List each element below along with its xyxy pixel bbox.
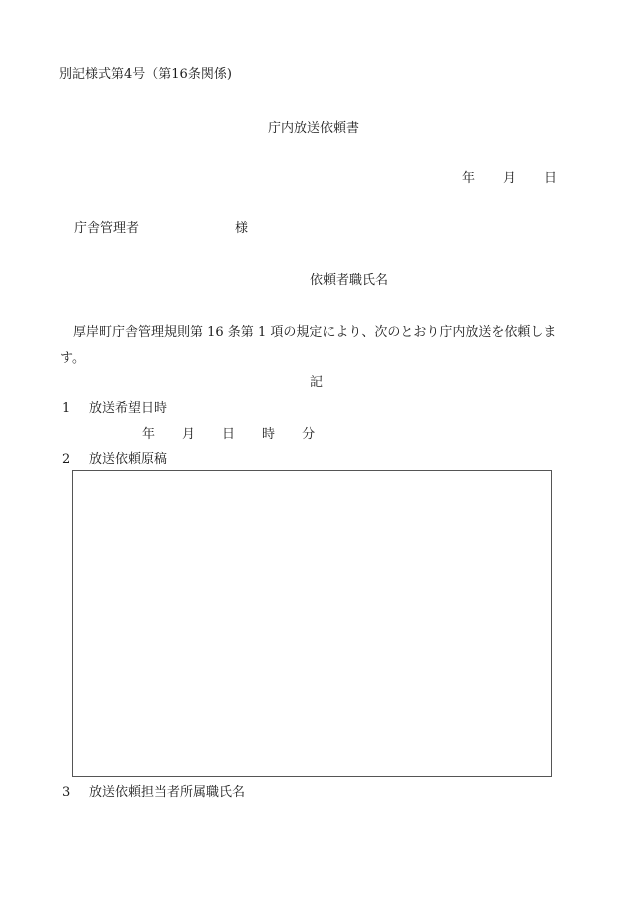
datetime-minute-label: 分 xyxy=(302,427,316,442)
date-year-label: 年 xyxy=(462,171,476,186)
item-label: 放送希望日時 xyxy=(89,401,168,416)
item-number: 2 xyxy=(62,452,71,467)
draft-text-box[interactable] xyxy=(72,470,552,777)
datetime-month-label: 月 xyxy=(182,427,196,442)
addressee-honorific: 様 xyxy=(235,221,249,236)
datetime-year-label: 年 xyxy=(142,427,156,442)
addressee-name: 庁舎管理者 xyxy=(74,221,140,236)
ki-heading: 記 xyxy=(310,375,324,390)
datetime-hour-label: 時 xyxy=(262,427,276,442)
requester-label: 依頼者職氏名 xyxy=(310,273,389,288)
item-broadcast-datetime xyxy=(62,402,167,415)
item-contact-person xyxy=(62,786,245,799)
datetime-fields xyxy=(142,428,315,441)
item-number: 3 xyxy=(62,785,71,800)
item-label: 放送依頼担当者所属職氏名 xyxy=(89,785,246,800)
document-title: 庁内放送依頼書 xyxy=(268,121,360,136)
item-number: 1 xyxy=(62,401,71,416)
date-day-label: 日 xyxy=(544,171,558,186)
date-month-label: 月 xyxy=(503,171,517,186)
body-paragraph: 厚岸町庁舎管理規則第 16 条第 1 項の規定により、次のとおり庁内放送を依頼します。 xyxy=(60,325,557,366)
item-broadcast-draft xyxy=(62,453,167,466)
form-number: 別記様式第4号（第16条関係) xyxy=(59,67,232,82)
date-line xyxy=(462,172,557,185)
item-label: 放送依頼原稿 xyxy=(89,452,168,467)
datetime-day-label: 日 xyxy=(222,427,236,442)
